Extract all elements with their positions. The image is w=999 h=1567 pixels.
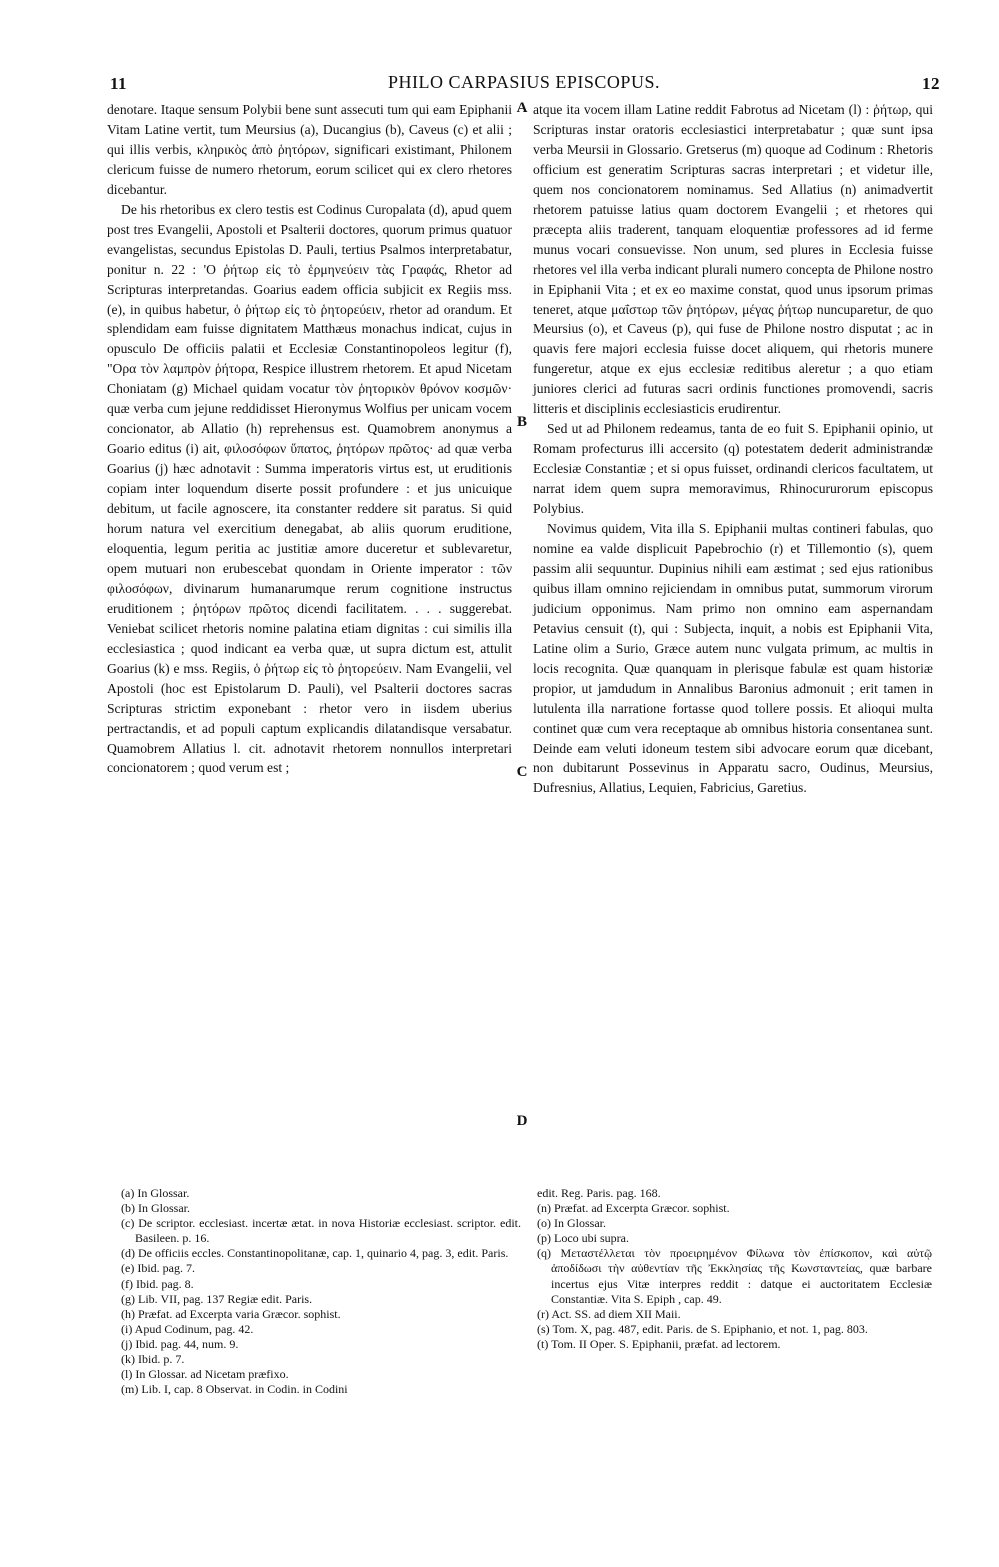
paragraph: De his rhetoribus ex clero testis est Codinus Curopalata (d), apud quem post tres Evangelii, Apostoli et Psalterii doctores, quorum primus quatuor evangelistas, secundus Epistolas D. Pauli, tertius Psalmos interpretabatur, ponitur n. 22 : 'Ο ῥήτωρ εἰς τὸ ἑρμηνεύειν τὰς Γραφάς, Rhetor ad Scripturas interpretandas. Goarius eadem officia subjicit ex Regiis mss. (e), in quibus habetur, ὁ ῥήτωρ εἰς τὸ ῥητορεύειν, rhetor ad orandum. Et splendidam eam fuisse dignitatem Matthæus monachus indicat, cujus in opusculo De officiis palatii et Ecclesiæ Constantinopoleos legitur (f), "Ορα τὸν λαμπρὸν ῥήτορα, Respice illustrem rhetorem. Et apud Nicetam Choniatam (g) Michael quidam vocatur τὸν ῥητορικὸν θρόνον κοσμῶν· quæ verba cum jejune reddidisset Hieronymus Wolfius per unicam vocem concionator, ab Allatio (h) reprehensus est. Quamobrem anonymus a Goario editus (i) ait, φιλοσόφων ὕπατος, ῥητόρων πρῶτος· ad quæ verba Goarius (j) hæc adnotavit : Summa imperatoris virtus est, ut eruditionis copiam inter loquendum diserte possit profundere : et jus unicuique debitum, ut facile agnoscere, ita constanter reddere sit paratus. Si quid horum natura vel exercitium denegabat, ab aliis quorum eruditione, eloquentia, legum peritia ac justitiæ amore duceretur et sublevaretur, opem mutuari non erubescebat quondam in Oriente imperator : τῶν φιλοσόφων, divinarum humanarumque rerum cognitione instructus eruditionem ; ῥητόρων πρῶτος dicendi facilitatem. . . . suggerebat. Veniebat scilicet rhetoris nomine palatina etiam dignitas : cui similis illa ecclesiastica ; quod indicant ea verba quæ, ut supra dictum est, attulit Goarius (k) e mss. Regiis, ὁ ῥήτωρ εἰς τὸ ῥητορεύειν. Nam Evangelii, vel Apostoli (hoc est Epistolarum D. Pauli), vel Psalterii doctores sacras Scripturas strictim exponebant : rhetor vero in iisdem uberius pertractandis, et ad populi captum explicandis dilatandisque versabatur. Quamobrem Allatius l. cit. adnotavit rhetorem nonnullos interpretari concionatorem ; quod verum est ;: [107, 201, 512, 776]
footnote: (i) Apud Codinum, pag. 42.: [121, 1321, 254, 1336]
footnotes-right: [537, 1186, 932, 1352]
footnote: (p) Loco ubi supra.: [537, 1231, 629, 1246]
footnote: (g) Lib. VII, pag. 137 Regiæ edit. Paris.: [121, 1291, 313, 1306]
margin-letter-c: C: [516, 764, 528, 780]
margin-letter-b: B: [516, 414, 527, 430]
running-title: PHILO CARPASIUS EPISCOPUS.: [388, 72, 660, 92]
paragraph: atque ita vocem illam Latine reddit Fabrotus ad Nicetam (l) : ῥήτωρ, qui Scripturas instar oratoris ecclesiastici interpretabatur ; quæ sunt ipsa verba Meursii in Glossario. Gretserus (m) quoque ad Codinum : Rhetoris officium est generatim Scripturas sacras interpretari ; et videtur ille, quem nos concionatorem nominamus. Sed Allatius (n) animadvertit rhetorem patuisse latius quam doctorem Evangelii ; et rhetores qui præcepta aliis traderent, tanquam eloquentiæ professores ad id ferme munus vocari consuevisse. Non unum, sed plures in Ecclesia fuisse rhetores vel illa verba indicant plurali numero concepta de Philone nostro in Epiphanii Vita ; et ex eo maxime constat, quod unus ipsorum primas teneret, atque μαΐστωρ τῶν ῥητόρων, μέγας ῥήτωρ nuncuparetur, de quo Meursius (o), et Caveus (p), qui fuse de Philone nostro disputat ; ac in quavis fere majori ecclesia fuisse docet aliquem, qui rhetoris munere fungeretur, atque ex ejus ecclesiæ reditibus aleretur ; a quo etiam juniores clerici ad futuras sacri ordinis functiones promovendi, sacris litteris et disciplinis ecclesiasticis erudirentur.: [533, 102, 933, 417]
footnote: (c) De scriptor. ecclesiast. incertæ ætat. in nova Historiæ ecclesiast. scriptor. edit. Basileen. p. 16.: [121, 1216, 521, 1246]
left-text-column: [107, 100, 512, 778]
footnote: (e) Ibid. pag. 7.: [121, 1261, 195, 1276]
footnote: (b) In Glossar.: [121, 1201, 190, 1216]
footnote: (t) Tom. II Oper. S. Epiphanii, præfat. ad lectorem.: [537, 1336, 781, 1351]
footnote: (s) Tom. X, pag. 487, edit. Paris. de S. Epiphanio, et not. 1, pag. 803.: [537, 1321, 868, 1336]
footnote: (d) De officiis eccles. Constantinopolitanæ, cap. 1, quinario 4, pag. 3, edit. Paris.: [121, 1246, 509, 1261]
footnotes-left: [121, 1186, 521, 1397]
footnote: (l) In Glossar. ad Nicetam præfixo.: [121, 1367, 289, 1382]
footnote: (r) Act. SS. ad diem XII Maii.: [537, 1306, 681, 1321]
footnote: (q) Μεταστέλλεται τὸν προειρημένον Φίλωνα τὸν ἐπίσκοπον, καὶ αὐτῷ ἀποδίδωσι τὴν αὐθεντίαν τῆς Ἐκκλησίας τῆς Κωνσταντείας, quæ barbare incertus ejus Vitæ interpres reddit : datque ei auctoritatem Ecclesiæ Constantiæ. Vita S. Epiph , cap. 49.: [537, 1246, 932, 1306]
footnote: (j) Ibid. pag. 44, num. 9.: [121, 1336, 239, 1351]
paragraph: Novimus quidem, Vita illa S. Epiphanii multas contineri fabulas, quo nomine ea valde displicuit Papebrochio (r) et Tillemontio (s), quem passim alii sequuntur. Dupinius nihili eam æstimat ; sed ejus rationibus quibus illam omnino rejiciendam in omnibus putat, summorum virorum judicium opponimus. Nam primo non omnino eam aspernandam Petavius censuit (t), qui : Subjecta, inquit, a nobis est Epiphanii Vita, Latine olim a Surio, Græce autem nunc vulgata primum, ac multis in locis recognita. Quæ quanquam in plerisque fabulæ est quam historiæ propior, ut jamdudum in Annalibus Baronius admonuit ; erit tamen in lutulenta illa narratione fortasse quod tollere possis. Et alioqui multa continet quæ cum vera receptaque ab omnibus historia consentanea sunt. Deinde eam veluti idoneum testem sibi advocare eorum quæ dicebant, non dubitarunt Possevinus in Apparatu sacro, Oudinus, Meursius, Dufresnius, Allatius, Lequien, Fabricius, Garetius.: [533, 521, 933, 796]
page-header: [108, 72, 940, 100]
footnote: (o) In Glossar.: [537, 1216, 606, 1231]
margin-letter-a: A: [516, 100, 528, 116]
footnote: (f) Ibid. pag. 8.: [121, 1276, 194, 1291]
margin-letter-d: D: [516, 1113, 528, 1129]
paragraph: Sed ut ad Philonem redeamus, tanta de eo fuit S. Epiphanii opinio, ut Romam profecturus illi accersito (q) potestatem dederit administrandæ Ecclesiæ Constantiæ ; et si opus fuisset, ordinandi clericos facultatem, ut narrat idem quem supra memoravimus, Rhinocururorum episcopus Polybius.: [533, 421, 933, 517]
footnote: (a) In Glossar.: [121, 1186, 190, 1200]
footnote: (h) Præfat. ad Excerpta varia Græcor. sophist.: [121, 1306, 341, 1321]
page-number-right: 12: [922, 74, 940, 93]
footnote: (m) Lib. I, cap. 8 Observat. in Codin. in Codini: [121, 1382, 348, 1397]
page-number-left: 11: [110, 74, 128, 93]
footnote: edit. Reg. Paris. pag. 168.: [537, 1186, 661, 1200]
paragraph: denotare. Itaque sensum Polybii bene sunt assecuti tum qui eam Epiphanii Vitam Latine vertit, tum Meursius (a), Ducangius (b), Caveus (c) et alii ; qui illis verbis, κληρικὸς ἀπὸ ῥητόρων, significari existimant, Philonem clericum fuisse de numero rhetorum, eorum scilicet qui ex clero rhetores dicebantur.: [107, 102, 512, 197]
footnote: (k) Ibid. p. 7.: [121, 1352, 185, 1367]
footnote: (n) Præfat. ad Excerpta Græcor. sophist.: [537, 1201, 730, 1216]
right-text-column: [533, 100, 933, 798]
